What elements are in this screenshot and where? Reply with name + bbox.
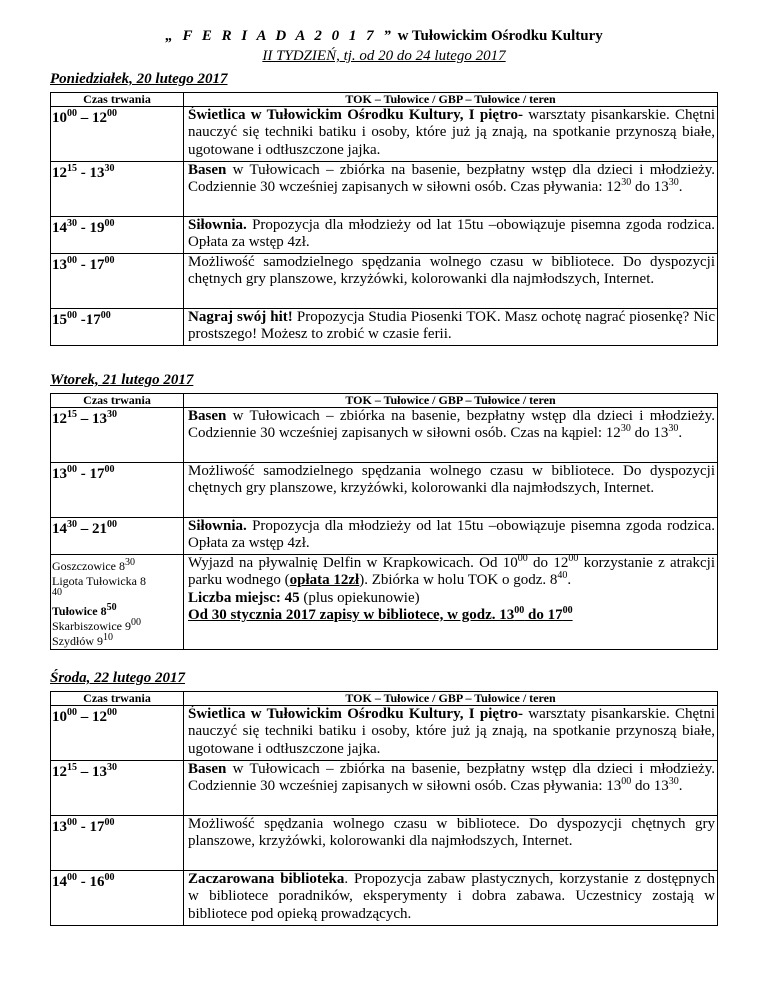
col-header-desc: TOK – Tułowice / GBP – Tułowice / teren	[184, 93, 718, 107]
activity-cell: Basen w Tułowicach – zbiórka na basenie, bezpłatny wstęp dla dzieci i młodzieży. Codziennie 30 wcześniej zapisanych w siłowni osób. Czas pływania: $13^{00}$ do $13^{30}$.	[184, 761, 718, 816]
activity-cell: Siłownia. Propozycja dla młodzieży od lat 15tu –obowiązuje pisemna zgoda rodzica. Opłata za wstęp 4zł.	[184, 217, 718, 254]
table-row	[51, 408, 718, 463]
activity-cell: Możliwość samodzielnego spędzania wolnego czasu w bibliotece. Do dyspozycji chętnych gry planszowe, krzyżówki, kolorowanki dla najmłodszych, Internet.	[184, 463, 718, 518]
schedule-table-wednesday	[50, 691, 718, 926]
table-row	[51, 217, 718, 254]
time-cell: $14^{00} - 16^{00}$	[51, 871, 184, 926]
activity-cell: Świetlica w Tułowickim Ośrodku Kultury, I piętro- warsztaty pisankarskie. Chętni nauczyć się techniki batiku i osoby, które już ją znają, na spotkanie przynoszą białe, ugotowane i odtłuszczone jajka.	[184, 107, 718, 162]
time-cell: $14^{30} - 21^{00}$	[51, 518, 184, 555]
day-heading-monday: Poniedziałek, 20 lutego 2017	[50, 71, 228, 87]
trip-stops-cell: Goszczowice $8^{30}$ Ligota Tułowicka 8 $^{40}$ Tułowice $8^{50}$ Skarbiszowice $9^{00}$ Szydłów $9^{10}$	[51, 555, 184, 650]
time-cell: $13^{00} - 17^{00}$	[51, 816, 184, 871]
time-cell: $12^{15} - 13^{30}$	[51, 408, 184, 463]
schedule-table-monday	[50, 92, 718, 346]
time-cell: $14^{30} - 19^{00}$	[51, 217, 184, 254]
col-header-time: Czas trwania	[51, 394, 184, 408]
table-row	[51, 706, 718, 761]
activity-cell: Świetlica w Tułowickim Ośrodku Kultury, I piętro- warsztaty pisankarskie. Chętni nauczyć się techniki batiku i osoby, które już ją znają, na spotkanie przynoszą białe, ugotowane i odtłuszczone jajka.	[184, 706, 718, 761]
day-heading-tuesday: Wtorek, 21 lutego 2017	[50, 372, 194, 388]
trip-description-cell: Wyjazd na pływalnię Delfin w Krapkowicach. Od $10^{00}$ do $12^{00}$ korzystanie z atrakcji parku wodnego (opłata 12zł). Zbiórka w holu TOK o godz. $8^{40}$. Liczba miejsc: 45 (plus opiekunowie) Od 30 stycznia 2017 zapisy w bibliotece, w godz. $13^{00}$ do $17^{00}$	[184, 555, 718, 650]
col-header-desc: TOK – Tułowice / GBP – Tułowice / teren	[184, 394, 718, 408]
col-header-time: Czas trwania	[51, 93, 184, 107]
time-cell: $12^{15} - 13^{30}$	[51, 162, 184, 217]
schedule-table-tuesday	[50, 393, 718, 650]
document-title	[0, 28, 768, 45]
table-row	[51, 555, 718, 650]
table-row	[51, 518, 718, 555]
table-row	[51, 162, 718, 217]
time-cell: $15^{00}$ $-17^{00}$	[51, 309, 184, 346]
activity-cell: Basen w Tułowicach – zbiórka na basenie, bezpłatny wstęp dla dzieci i młodzieży. Codziennie 30 wcześniej zapisanych w siłowni osób. Czas pływania: $12^{30}$ do $13^{30}$.	[184, 162, 718, 217]
table-row	[51, 816, 718, 871]
trip-fee: opłata 12zł	[289, 572, 360, 589]
time-cell: $10^{00} - 12^{00}$	[51, 107, 184, 162]
activity-cell: Możliwość samodzielnego spędzania wolnego czasu w bibliotece. Do dyspozycji chętnych gry planszowe, krzyżówki, kolorowanki dla najmłodszych, Internet.	[184, 254, 718, 309]
activity-cell: Zaczarowana biblioteka. Propozycja zabaw plastycznych, korzystanie z dostępnych w bibliotece poradników, eksperymenty i dobra zabawa. Uczestnicy zostają w bibliotece pod opieką prowadzących.	[184, 871, 718, 926]
activity-cell: Możliwość spędzania wolnego czasu w bibliotece. Do dyspozycji chętnych gry planszowe, krzyżówki, kolorowanki dla najmłodszych, Internet.	[184, 816, 718, 871]
time-cell: $12^{15} - 13^{30}$	[51, 761, 184, 816]
col-header-time: Czas trwania	[51, 692, 184, 706]
venue-label: w Tułowickim Ośrodku Kultury	[393, 28, 603, 44]
activity-cell: Siłownia. Propozycja dla młodzieży od lat 15tu –obowiązuje pisemna zgoda rodzica. Opłata za wstęp 4zł.	[184, 518, 718, 555]
table-row	[51, 871, 718, 926]
table-row	[51, 107, 718, 162]
feriada-label: „ F E R I A D A 2 0 1 7 ”	[165, 28, 394, 44]
activity-cell: Nagraj swój hit! Propozycja Studia Piosenki TOK. Masz ochotę nagrać piosenkę? Nic prostszego! Możesz to zrobić w czasie ferii.	[184, 309, 718, 346]
signup-info: Od 30 stycznia 2017 zapisy w bibliotece, w godz. $13^{00}$ do $17^{00}$	[188, 604, 573, 623]
col-header-desc: TOK – Tułowice / GBP – Tułowice / teren	[184, 692, 718, 706]
table-row	[51, 254, 718, 309]
day-heading-wednesday: Środa, 22 lutego 2017	[50, 670, 186, 686]
week-subtitle: II TYDZIEŃ, tj. od 20 do 24 lutego 2017	[262, 48, 506, 64]
places-count: Liczba miejsc: 45	[188, 589, 300, 606]
time-cell: $13^{00} - 17^{00}$	[51, 463, 184, 518]
table-row	[51, 761, 718, 816]
table-row	[51, 463, 718, 518]
activity-cell: Basen w Tułowicach – zbiórka na basenie, bezpłatny wstęp dla dzieci i młodzieży. Codziennie 30 wcześniej zapisanych w siłowni osób. Czas na kąpiel: $12^{30}$ do $13^{30}$.	[184, 408, 718, 463]
time-cell: $13^{00} - 17^{00}$	[51, 254, 184, 309]
time-cell: $10^{00} - 12^{00}$	[51, 706, 184, 761]
table-row	[51, 309, 718, 346]
